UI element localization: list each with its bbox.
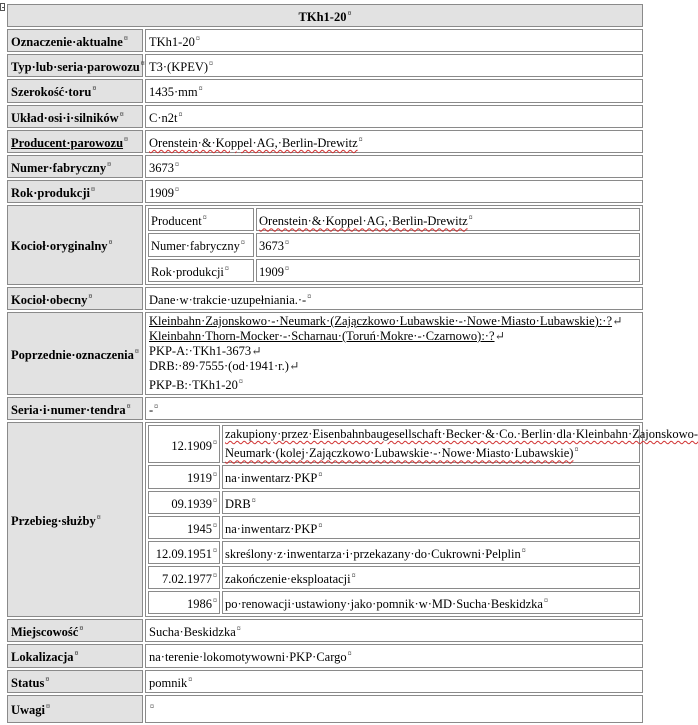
value-numer: 3673¤	[145, 155, 643, 178]
label-rok: Rok·produkcji¤	[7, 180, 143, 203]
table-row: 7.02.1977¤ zakończenie·eksploatacji¤	[148, 566, 640, 589]
row-lokalizacja	[7, 644, 643, 667]
row-tender	[7, 397, 643, 420]
row-oznaczenie	[7, 29, 643, 52]
value-poprzednie	[145, 312, 643, 395]
table-row: 1945¤ na·inwentarz·PKP¤	[148, 516, 640, 539]
value-producent: Orenstein·&·Koppel·AG,·Berlin-Drewitz¤	[145, 130, 643, 153]
list-item: Kleinbahn·Zajonskowo·-·Neumark·(Zajączkowo·Lubawskie·-·Nowe·Miasto·Lubawskie):·?↵	[149, 313, 623, 328]
label-oznaczenie: Oznaczenie·aktualne¤	[7, 29, 143, 52]
boiler-row: Producent¤ Orenstein·&·Koppel·AG,·Berlin-Drewitz¤	[148, 208, 640, 231]
table-row: 1919¤ na·inwentarz·PKP¤	[148, 465, 640, 488]
boiler-row: Rok·produkcji¤ 1909¤	[148, 259, 640, 282]
row-producent	[7, 130, 643, 153]
locomotive-info-table	[5, 2, 698, 725]
boiler-table	[146, 206, 642, 283]
label-producent: Producent·parowozu¤	[7, 130, 143, 153]
row-kociol-oryginalny	[7, 205, 643, 284]
value-tender: -¤	[145, 397, 643, 420]
boiler-row: Numer·fabryczny¤ 3673¤	[148, 233, 640, 256]
label-poprzednie: Poprzednie·oznaczenia¤	[7, 312, 143, 395]
value-oznaczenie: TKh1-20¤	[145, 29, 643, 52]
row-numer	[7, 155, 643, 178]
label-typ: Typ·lub·seria·parowozu¤	[7, 54, 143, 77]
table-row: 12.09.1951¤ skreślony·z·inwentarza·i·przekazany·do·Cukrowni·Pelplin¤	[148, 541, 640, 564]
row-rok	[7, 180, 643, 203]
table-row: 12.1909¤ zakupiony·przez·Eisenbahnbaugesellschaft·Becker·&·Co.·Berlin·dla·Kleinbahn·Zajonskowo-Neumark·(kolej·Zajączkowo·Lubawskie·-·Nowe·Miasto·Lubawskie)¤	[148, 425, 640, 463]
row-kociol-obecny	[7, 287, 643, 310]
label-numer: Numer·fabryczny¤	[7, 155, 143, 178]
row-poprzednie	[7, 312, 643, 395]
row-przebieg	[7, 422, 643, 617]
label-kociol-oryginalny: Kocioł·oryginalny¤	[7, 205, 143, 284]
value-status: pomnik¤	[145, 670, 643, 693]
service-history-table	[146, 423, 698, 616]
label-miejscowosc: Miejscowość¤	[7, 619, 143, 642]
value-typ: T3·(KPEV)¤	[145, 54, 643, 77]
header-row	[7, 4, 643, 27]
list-item: PKP-A:·TKh1-3673↵	[149, 343, 262, 358]
list-item: PKP-B:·TKh1-20¤	[149, 376, 243, 393]
value-szerokosc: 1435·mm¤	[145, 79, 643, 102]
row-miejscowosc	[7, 619, 643, 642]
value-kociol-obecny: Dane·w·trakcie·uzupełniania.·-¤	[145, 287, 643, 310]
value-uwagi: ¤	[145, 695, 643, 723]
label-uwagi: Uwagi¤	[7, 695, 143, 723]
value-przebieg	[145, 422, 698, 617]
value-lokalizacja: na·terenie·lokomotywowni·PKP·Cargo¤	[145, 644, 643, 667]
label-szerokosc: Szerokość·toru¤	[7, 79, 143, 102]
list-item: Kleinbahn·Thorn-Mocker·-·Scharnau·(Toruń·Mokre·-·Czarnowo):·?↵	[149, 328, 505, 343]
list-item: DRB:·89·7555·(od·1941·r.)↵	[149, 358, 300, 373]
row-typ	[7, 54, 643, 77]
label-tender: Seria·i·numer·tendra¤	[7, 397, 143, 420]
row-status	[7, 670, 643, 693]
label-uklad: Układ·osi·i·silników¤	[7, 105, 143, 128]
label-lokalizacja: Lokalizacja¤	[7, 644, 143, 667]
table-row: 09.1939¤ DRB¤	[148, 491, 640, 514]
table-title: TKh1-20¤	[7, 4, 643, 27]
table-row: 1986¤ po·renowacji·ustawiony·jako·pomnik·w·MD·Sucha·Beskidzka¤	[148, 591, 640, 614]
value-uklad: C·n2t¤	[145, 105, 643, 128]
label-status: Status¤	[7, 670, 143, 693]
row-szerokosc	[7, 79, 643, 102]
value-kociol-oryginalny	[145, 205, 643, 284]
value-rok: 1909¤	[145, 180, 643, 203]
label-kociol-obecny: Kocioł·obecny¤	[7, 287, 143, 310]
value-miejscowosc: Sucha·Beskidzka¤	[145, 619, 643, 642]
label-przebieg: Przebieg·służby¤	[7, 422, 143, 617]
row-uklad	[7, 105, 643, 128]
row-uwagi	[7, 695, 643, 723]
